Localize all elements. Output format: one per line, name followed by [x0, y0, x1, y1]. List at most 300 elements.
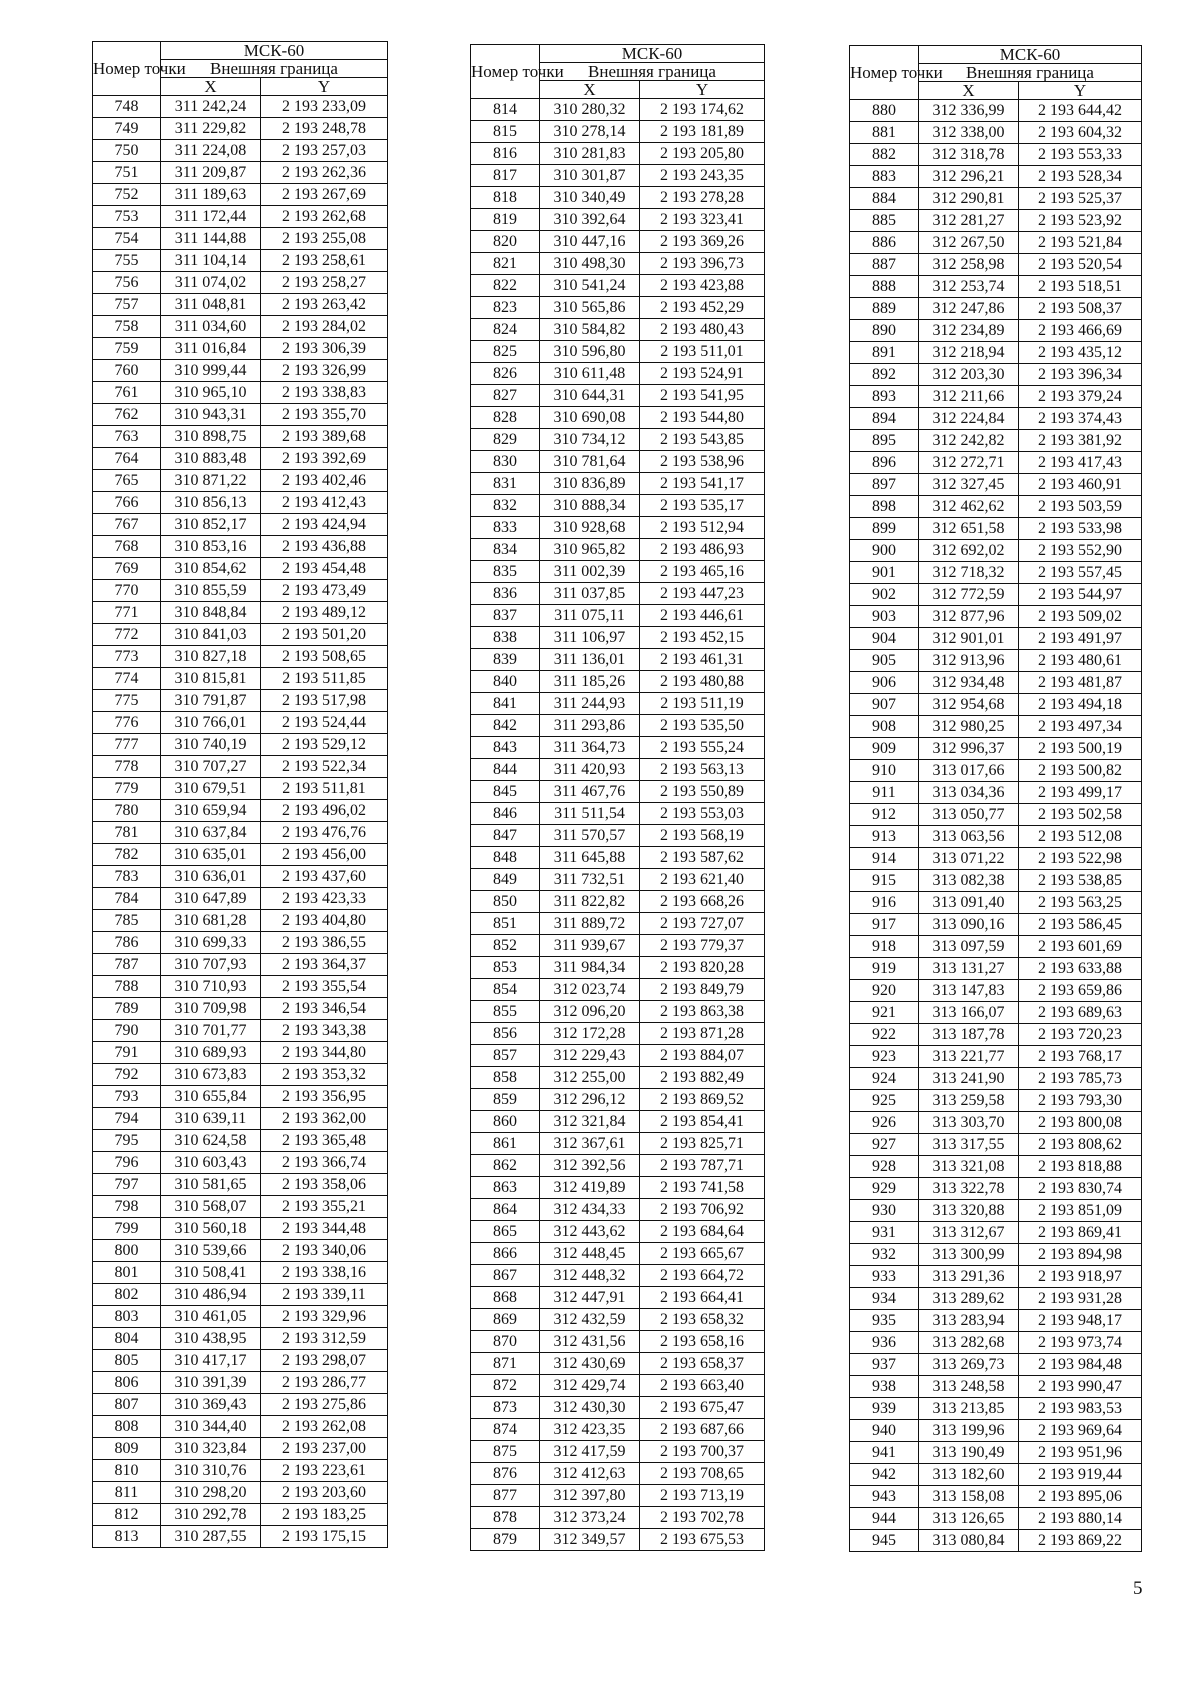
y-coordinate: 2 193 511,01	[640, 341, 765, 363]
table-row	[471, 1067, 765, 1089]
point-number: 893	[850, 386, 919, 408]
x-coordinate: 311 106,97	[540, 627, 640, 649]
table-row	[850, 1222, 1142, 1244]
y-coordinate: 2 193 508,65	[261, 646, 388, 668]
y-coordinate: 2 193 366,74	[261, 1152, 388, 1174]
y-coordinate: 2 193 664,72	[640, 1265, 765, 1287]
y-coordinate: 2 193 456,00	[261, 844, 388, 866]
x-coordinate: 312 224,84	[919, 408, 1019, 430]
x-coordinate: 313 166,07	[919, 1002, 1019, 1024]
table-row	[850, 628, 1142, 650]
point-number: 883	[850, 166, 919, 188]
point-number: 839	[471, 649, 540, 671]
table-row	[850, 1442, 1142, 1464]
y-coordinate: 2 193 869,41	[1019, 1222, 1142, 1244]
table-row	[93, 800, 388, 822]
point-number: 876	[471, 1463, 540, 1485]
table-row	[93, 228, 388, 250]
point-number: 766	[93, 492, 161, 514]
table-row	[850, 1068, 1142, 1090]
table-row	[850, 386, 1142, 408]
x-coordinate: 310 298,20	[161, 1482, 261, 1504]
x-coordinate: 312 430,30	[540, 1397, 640, 1419]
y-coordinate: 2 193 396,73	[640, 253, 765, 275]
y-coordinate: 2 193 884,07	[640, 1045, 765, 1067]
x-coordinate: 311 939,67	[540, 935, 640, 957]
table-row	[471, 1177, 765, 1199]
table-row	[471, 715, 765, 737]
y-coordinate: 2 193 779,37	[640, 935, 765, 957]
table-row	[471, 1507, 765, 1529]
table-row	[93, 1460, 388, 1482]
table-row	[850, 672, 1142, 694]
x-coordinate: 312 296,21	[919, 166, 1019, 188]
x-coordinate: 311 034,60	[161, 316, 261, 338]
x-coordinate: 313 131,27	[919, 958, 1019, 980]
x-coordinate: 313 080,84	[919, 1530, 1019, 1552]
point-number: 940	[850, 1420, 919, 1442]
y-coordinate: 2 193 233,09	[261, 96, 388, 118]
table-row	[93, 1218, 388, 1240]
table-row	[471, 737, 765, 759]
x-coordinate: 313 300,99	[919, 1244, 1019, 1266]
point-number: 911	[850, 782, 919, 804]
y-coordinate: 2 193 374,43	[1019, 408, 1142, 430]
x-coordinate: 310 584,82	[540, 319, 640, 341]
table-row	[93, 1438, 388, 1460]
table-row	[471, 1419, 765, 1441]
point-number: 824	[471, 319, 540, 341]
coordinates-table-3	[849, 45, 1142, 1552]
x-coordinate: 312 211,66	[919, 386, 1019, 408]
y-coordinate: 2 193 990,47	[1019, 1376, 1142, 1398]
point-number: 908	[850, 716, 919, 738]
y-coordinate: 2 193 329,96	[261, 1306, 388, 1328]
x-coordinate: 312 996,37	[919, 738, 1019, 760]
y-coordinate: 2 193 346,54	[261, 998, 388, 1020]
y-coordinate: 2 193 793,30	[1019, 1090, 1142, 1112]
table-row	[93, 932, 388, 954]
table-row	[93, 1174, 388, 1196]
y-coordinate: 2 193 480,61	[1019, 650, 1142, 672]
y-coordinate: 2 193 689,63	[1019, 1002, 1142, 1024]
point-number: 844	[471, 759, 540, 781]
y-coordinate: 2 193 713,19	[640, 1485, 765, 1507]
table-row	[471, 781, 765, 803]
y-header: Y	[261, 78, 388, 96]
point-number: 853	[471, 957, 540, 979]
table-row	[93, 690, 388, 712]
x-coordinate: 310 344,40	[161, 1416, 261, 1438]
point-number: 835	[471, 561, 540, 583]
x-coordinate: 313 071,22	[919, 848, 1019, 870]
x-coordinate: 310 292,78	[161, 1504, 261, 1526]
table-row	[471, 1397, 765, 1419]
table-row	[93, 426, 388, 448]
point-number: 764	[93, 448, 161, 470]
table-row	[93, 404, 388, 426]
y-coordinate: 2 193 454,48	[261, 558, 388, 580]
point-number: 754	[93, 228, 161, 250]
point-number: 759	[93, 338, 161, 360]
table-row	[471, 495, 765, 517]
table-row	[471, 1309, 765, 1331]
x-coordinate: 311 074,02	[161, 272, 261, 294]
table-row	[93, 1328, 388, 1350]
y-coordinate: 2 193 356,95	[261, 1086, 388, 1108]
point-number: 827	[471, 385, 540, 407]
x-coordinate: 310 734,12	[540, 429, 640, 451]
x-coordinate: 310 888,34	[540, 495, 640, 517]
x-coordinate: 311 242,24	[161, 96, 261, 118]
x-coordinate: 312 913,96	[919, 650, 1019, 672]
y-coordinate: 2 193 535,50	[640, 715, 765, 737]
point-number: 760	[93, 360, 161, 382]
point-number: 821	[471, 253, 540, 275]
y-coordinate: 2 193 435,12	[1019, 342, 1142, 364]
y-coordinate: 2 193 512,94	[640, 517, 765, 539]
x-coordinate: 313 291,36	[919, 1266, 1019, 1288]
x-coordinate: 312 267,50	[919, 232, 1019, 254]
y-coordinate: 2 193 509,02	[1019, 606, 1142, 628]
point-number: 863	[471, 1177, 540, 1199]
table-row	[93, 184, 388, 206]
point-number: 770	[93, 580, 161, 602]
y-coordinate: 2 193 480,43	[640, 319, 765, 341]
x-coordinate: 312 327,45	[919, 474, 1019, 496]
x-coordinate: 313 091,40	[919, 892, 1019, 914]
point-number: 941	[850, 1442, 919, 1464]
table-row	[93, 1482, 388, 1504]
point-number: 775	[93, 690, 161, 712]
x-coordinate: 311 511,54	[540, 803, 640, 825]
y-coordinate: 2 193 500,19	[1019, 738, 1142, 760]
point-number: 779	[93, 778, 161, 800]
table-row	[471, 1243, 765, 1265]
x-coordinate: 313 158,08	[919, 1486, 1019, 1508]
table-row	[471, 539, 765, 561]
x-coordinate: 312 419,89	[540, 1177, 640, 1199]
x-coordinate: 312 253,74	[919, 276, 1019, 298]
x-coordinate: 310 871,22	[161, 470, 261, 492]
x-coordinate: 310 287,55	[161, 1526, 261, 1548]
point-number: 894	[850, 408, 919, 430]
point-number: 780	[93, 800, 161, 822]
point-number: 917	[850, 914, 919, 936]
table-row	[93, 1108, 388, 1130]
table-row	[93, 272, 388, 294]
table-row	[850, 1156, 1142, 1178]
point-number: 769	[93, 558, 161, 580]
table-row	[93, 250, 388, 272]
y-coordinate: 2 193 665,67	[640, 1243, 765, 1265]
point-number: 836	[471, 583, 540, 605]
x-coordinate: 312 448,32	[540, 1265, 640, 1287]
x-coordinate: 310 898,75	[161, 426, 261, 448]
table-row	[850, 1178, 1142, 1200]
table-row	[850, 144, 1142, 166]
x-header: X	[540, 81, 640, 99]
y-coordinate: 2 193 323,41	[640, 209, 765, 231]
x-coordinate: 310 637,84	[161, 822, 261, 844]
point-number: 761	[93, 382, 161, 404]
table-row	[93, 1196, 388, 1218]
table-row	[471, 1331, 765, 1353]
x-coordinate: 312 234,89	[919, 320, 1019, 342]
x-coordinate: 310 323,84	[161, 1438, 261, 1460]
x-coordinate: 313 320,88	[919, 1200, 1019, 1222]
point-number: 840	[471, 671, 540, 693]
point-number: 879	[471, 1529, 540, 1551]
x-coordinate: 313 312,67	[919, 1222, 1019, 1244]
table-row	[93, 954, 388, 976]
point-number: 830	[471, 451, 540, 473]
y-coordinate: 2 193 851,09	[1019, 1200, 1142, 1222]
x-coordinate: 310 486,94	[161, 1284, 261, 1306]
coordinate-system-header: МСК-60	[161, 42, 388, 60]
x-coordinate: 313 182,60	[919, 1464, 1019, 1486]
point-number: 842	[471, 715, 540, 737]
table-row	[850, 210, 1142, 232]
point-number: 916	[850, 892, 919, 914]
point-number: 855	[471, 1001, 540, 1023]
y-coordinate: 2 193 344,48	[261, 1218, 388, 1240]
table-row	[850, 452, 1142, 474]
x-coordinate: 311 185,26	[540, 671, 640, 693]
table-row	[471, 693, 765, 715]
y-coordinate: 2 193 183,25	[261, 1504, 388, 1526]
x-coordinate: 312 429,74	[540, 1375, 640, 1397]
x-coordinate: 310 690,08	[540, 407, 640, 429]
table-row	[471, 1089, 765, 1111]
point-number: 817	[471, 165, 540, 187]
point-number: 862	[471, 1155, 540, 1177]
point-number: 870	[471, 1331, 540, 1353]
x-coordinate: 310 766,01	[161, 712, 261, 734]
table-row	[93, 162, 388, 184]
y-coordinate: 2 193 553,33	[1019, 144, 1142, 166]
point-number: 936	[850, 1332, 919, 1354]
y-coordinate: 2 193 511,81	[261, 778, 388, 800]
x-coordinate: 312 718,32	[919, 562, 1019, 584]
x-coordinate: 310 928,68	[540, 517, 640, 539]
table-row	[93, 118, 388, 140]
table-row	[471, 209, 765, 231]
point-number: 797	[93, 1174, 161, 1196]
x-coordinate: 312 448,45	[540, 1243, 640, 1265]
y-coordinate: 2 193 830,74	[1019, 1178, 1142, 1200]
x-coordinate: 310 611,48	[540, 363, 640, 385]
point-number: 860	[471, 1111, 540, 1133]
x-coordinate: 311 822,82	[540, 891, 640, 913]
point-number: 772	[93, 624, 161, 646]
point-number: 762	[93, 404, 161, 426]
point-number: 852	[471, 935, 540, 957]
point-number: 757	[93, 294, 161, 316]
x-coordinate: 310 710,93	[161, 976, 261, 998]
y-coordinate: 2 193 563,25	[1019, 892, 1142, 914]
table-row	[471, 1287, 765, 1309]
table-row	[850, 408, 1142, 430]
table-row	[471, 1023, 765, 1045]
y-coordinate: 2 193 586,45	[1019, 914, 1142, 936]
table-row	[850, 298, 1142, 320]
y-coordinate: 2 193 544,80	[640, 407, 765, 429]
y-coordinate: 2 193 528,34	[1019, 166, 1142, 188]
point-number: 902	[850, 584, 919, 606]
point-number: 926	[850, 1112, 919, 1134]
point-number: 887	[850, 254, 919, 276]
y-coordinate: 2 193 727,07	[640, 913, 765, 935]
y-coordinate: 2 193 423,88	[640, 275, 765, 297]
x-coordinate: 312 462,62	[919, 496, 1019, 518]
point-number: 783	[93, 866, 161, 888]
x-coordinate: 312 954,68	[919, 694, 1019, 716]
table-row	[471, 671, 765, 693]
table-row	[471, 341, 765, 363]
table-row	[850, 364, 1142, 386]
y-coordinate: 2 193 326,99	[261, 360, 388, 382]
y-coordinate: 2 193 423,33	[261, 888, 388, 910]
table-row	[850, 782, 1142, 804]
point-number: 885	[850, 210, 919, 232]
point-number-header: Номер точки	[471, 45, 540, 99]
x-coordinate: 312 229,43	[540, 1045, 640, 1067]
y-coordinate: 2 193 205,80	[640, 143, 765, 165]
table-row	[93, 1526, 388, 1548]
x-coordinate: 310 709,98	[161, 998, 261, 1020]
y-coordinate: 2 193 544,97	[1019, 584, 1142, 606]
table-row	[93, 360, 388, 382]
table-row	[93, 1372, 388, 1394]
table-row	[471, 165, 765, 187]
y-coordinate: 2 193 501,20	[261, 624, 388, 646]
x-coordinate: 310 635,01	[161, 844, 261, 866]
table-row	[93, 844, 388, 866]
y-coordinate: 2 193 555,24	[640, 737, 765, 759]
y-coordinate: 2 193 808,62	[1019, 1134, 1142, 1156]
table-row	[471, 253, 765, 275]
table-row	[471, 473, 765, 495]
x-coordinate: 312 349,57	[540, 1529, 640, 1551]
y-coordinate: 2 193 520,54	[1019, 254, 1142, 276]
x-coordinate: 313 248,58	[919, 1376, 1019, 1398]
point-number: 833	[471, 517, 540, 539]
point-number: 815	[471, 121, 540, 143]
y-coordinate: 2 193 306,39	[261, 338, 388, 360]
table-body	[93, 96, 388, 1548]
x-coordinate: 312 290,81	[919, 188, 1019, 210]
table-row	[850, 1090, 1142, 1112]
y-coordinate: 2 193 557,45	[1019, 562, 1142, 584]
x-coordinate: 310 568,07	[161, 1196, 261, 1218]
point-number: 789	[93, 998, 161, 1020]
table-row	[93, 822, 388, 844]
y-coordinate: 2 193 587,62	[640, 847, 765, 869]
x-coordinate: 312 218,94	[919, 342, 1019, 364]
table-row	[850, 1112, 1142, 1134]
y-coordinate: 2 193 563,13	[640, 759, 765, 781]
x-coordinate: 312 321,84	[540, 1111, 640, 1133]
point-number: 869	[471, 1309, 540, 1331]
point-number: 943	[850, 1486, 919, 1508]
x-coordinate: 310 791,87	[161, 690, 261, 712]
x-coordinate: 311 645,88	[540, 847, 640, 869]
point-number: 834	[471, 539, 540, 561]
point-number: 808	[93, 1416, 161, 1438]
y-coordinate: 2 193 702,78	[640, 1507, 765, 1529]
x-coordinate: 310 565,86	[540, 297, 640, 319]
point-number: 895	[850, 430, 919, 452]
x-coordinate: 312 447,91	[540, 1287, 640, 1309]
y-coordinate: 2 193 497,34	[1019, 716, 1142, 738]
table-row	[471, 121, 765, 143]
table-row	[93, 492, 388, 514]
x-coordinate: 312 096,20	[540, 1001, 640, 1023]
y-coordinate: 2 193 392,69	[261, 448, 388, 470]
x-coordinate: 312 247,86	[919, 298, 1019, 320]
y-coordinate: 2 193 541,95	[640, 385, 765, 407]
table-row	[93, 382, 388, 404]
x-coordinate: 312 023,74	[540, 979, 640, 1001]
x-coordinate: 310 841,03	[161, 624, 261, 646]
coordinates-table-2	[470, 44, 765, 1551]
y-coordinate: 2 193 675,53	[640, 1529, 765, 1551]
table-row	[850, 1046, 1142, 1068]
x-coordinate: 310 340,49	[540, 187, 640, 209]
y-coordinate: 2 193 521,84	[1019, 232, 1142, 254]
table-row	[850, 892, 1142, 914]
point-number: 782	[93, 844, 161, 866]
y-coordinate: 2 193 267,69	[261, 184, 388, 206]
x-header: X	[919, 82, 1019, 100]
x-coordinate: 310 508,41	[161, 1262, 261, 1284]
point-number: 921	[850, 1002, 919, 1024]
table-row	[471, 297, 765, 319]
y-coordinate: 2 193 969,64	[1019, 1420, 1142, 1442]
y-coordinate: 2 193 396,34	[1019, 364, 1142, 386]
y-coordinate: 2 193 522,34	[261, 756, 388, 778]
point-number: 755	[93, 250, 161, 272]
y-coordinate: 2 193 417,43	[1019, 452, 1142, 474]
x-coordinate: 312 651,58	[919, 518, 1019, 540]
y-coordinate: 2 193 918,97	[1019, 1266, 1142, 1288]
point-number: 818	[471, 187, 540, 209]
y-coordinate: 2 193 522,98	[1019, 848, 1142, 870]
y-coordinate: 2 193 658,37	[640, 1353, 765, 1375]
y-coordinate: 2 193 787,71	[640, 1155, 765, 1177]
point-number: 801	[93, 1262, 161, 1284]
y-coordinate: 2 193 658,16	[640, 1331, 765, 1353]
x-coordinate: 313 322,78	[919, 1178, 1019, 1200]
y-coordinate: 2 193 951,96	[1019, 1442, 1142, 1464]
x-coordinate: 312 934,48	[919, 672, 1019, 694]
point-number: 807	[93, 1394, 161, 1416]
point-number: 778	[93, 756, 161, 778]
point-number: 923	[850, 1046, 919, 1068]
x-coordinate: 312 272,71	[919, 452, 1019, 474]
table-row	[850, 1244, 1142, 1266]
table-row	[471, 187, 765, 209]
x-coordinate: 310 636,01	[161, 866, 261, 888]
table-row	[93, 294, 388, 316]
table-row	[471, 407, 765, 429]
point-number: 820	[471, 231, 540, 253]
x-coordinate: 312 367,61	[540, 1133, 640, 1155]
table-row	[850, 1486, 1142, 1508]
point-number: 903	[850, 606, 919, 628]
point-number: 751	[93, 162, 161, 184]
